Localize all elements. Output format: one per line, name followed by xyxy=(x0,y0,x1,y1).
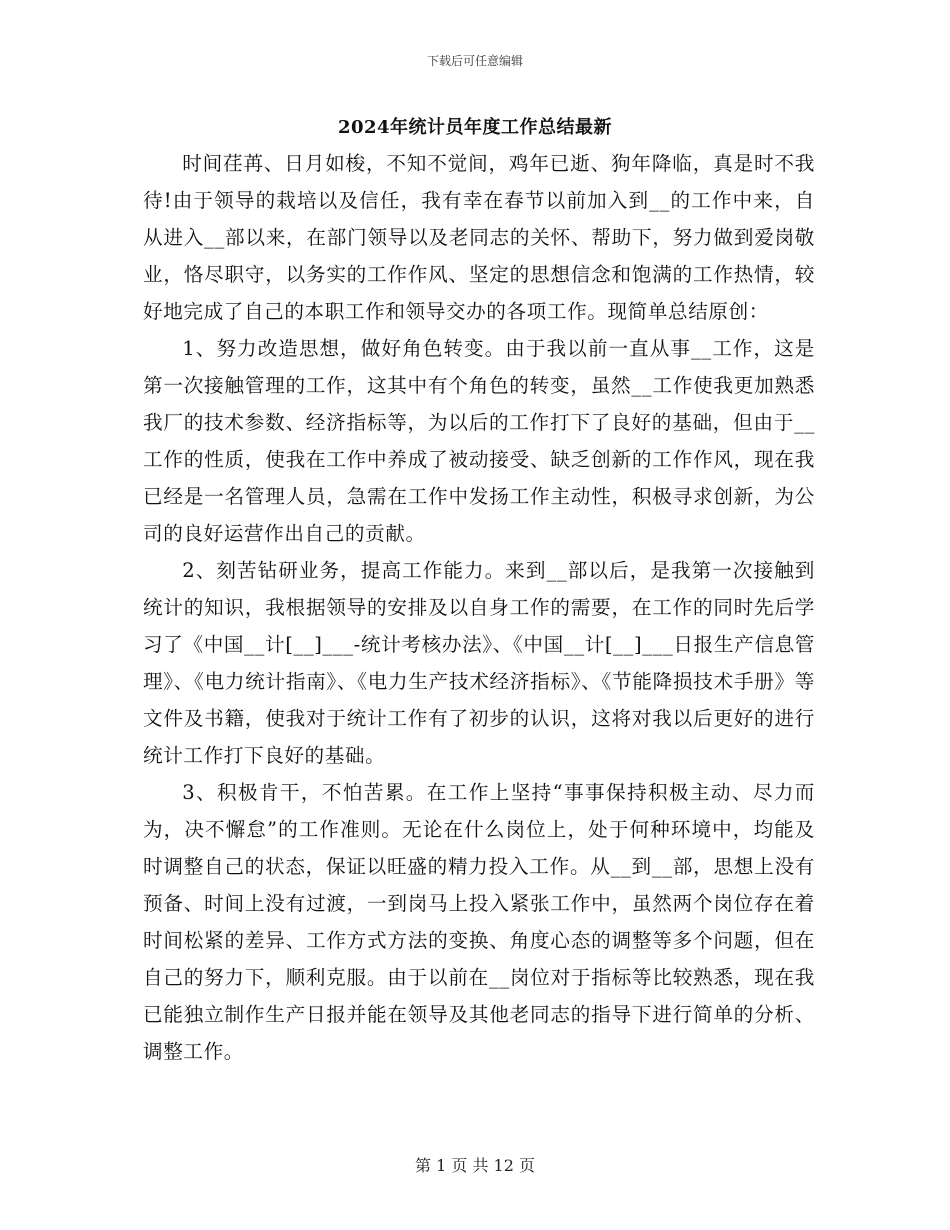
body-paragraph-intro: 时间荏苒、日月如梭，不知不觉间，鸡年已逝、狗年降临，真是时不我待!由于领导的栽培以及信任，我有幸在春节以前加入到__的工作中来，自从进入__部以来，在部门领导以及老同志的关怀、帮助下，努力做到爱岗敬业，恪尽职守，以务实的工作作风、坚定的思想信念和饱满的工作热情，较好地完成了自己的本职工作和领导交办的各项工作。现简单总结原创： xyxy=(143,152,815,323)
body-paragraph-3: 3、积极肯干，不怕苦累。在工作上坚持“事事保持积极主动、尽力而为，决不懈怠”的工作准则。无论在什么岗位上，处于何种环境中，均能及时调整自己的状态，保证以旺盛的精力投入工作。从__到__部，思想上没有预备、时间上没有过渡，一到岗马上投入紧张工作中，虽然两个岗位存在着时间松紧的差异、工作方式方法的变换、角度心态的调整等多个问题，但在自己的努力下，顺利克服。由于以前在__岗位对于指标等比较熟悉，现在我已能独立制作生产日报并能在领导及其他老同志的指导下进行简单的分析、调整工作。 xyxy=(143,781,815,1063)
document-title: 2024年统计员年度工作总结最新 xyxy=(337,117,613,138)
page-header-note: 下载后可任意编辑 xyxy=(426,54,523,68)
body-paragraph-1: 1、努力改造思想，做好角色转变。由于我以前一直从事__工作，这是第一次接触管理的工作，这其中有个角色的转变，虽然__工作使我更加熟悉我厂的技术参数、经济指标等，为以后的工作打下了良好的基础，但由于__工作的性质，使我在工作中养成了被动接受、缺乏创新的工作作风，现在我已经是一名管理人员，急需在工作中发扬工作主动性，积极寻求创新，为公司的良好运营作出自己的贡献。 xyxy=(143,337,815,545)
body-paragraph-2: 2、刻苦钻研业务，提高工作能力。来到__部以后，是我第一次接触到统计的知识，我根据领导的安排及以自身工作的需要，在工作的同时先后学习了《中国__计[__]___-统计考核办法》、《中国__计[__]___日报生产信息管理》、《电力统计指南》、《电力生产技术经济指标》、《节能降损技术手册》等文件及书籍，使我对于统计工作有了初步的认识，这将对我以后更好的进行统计工作打下良好的基础。 xyxy=(143,559,815,767)
page-number: 第 1 页 共 12 页 xyxy=(415,1156,535,1175)
document-body xyxy=(143,145,815,1070)
